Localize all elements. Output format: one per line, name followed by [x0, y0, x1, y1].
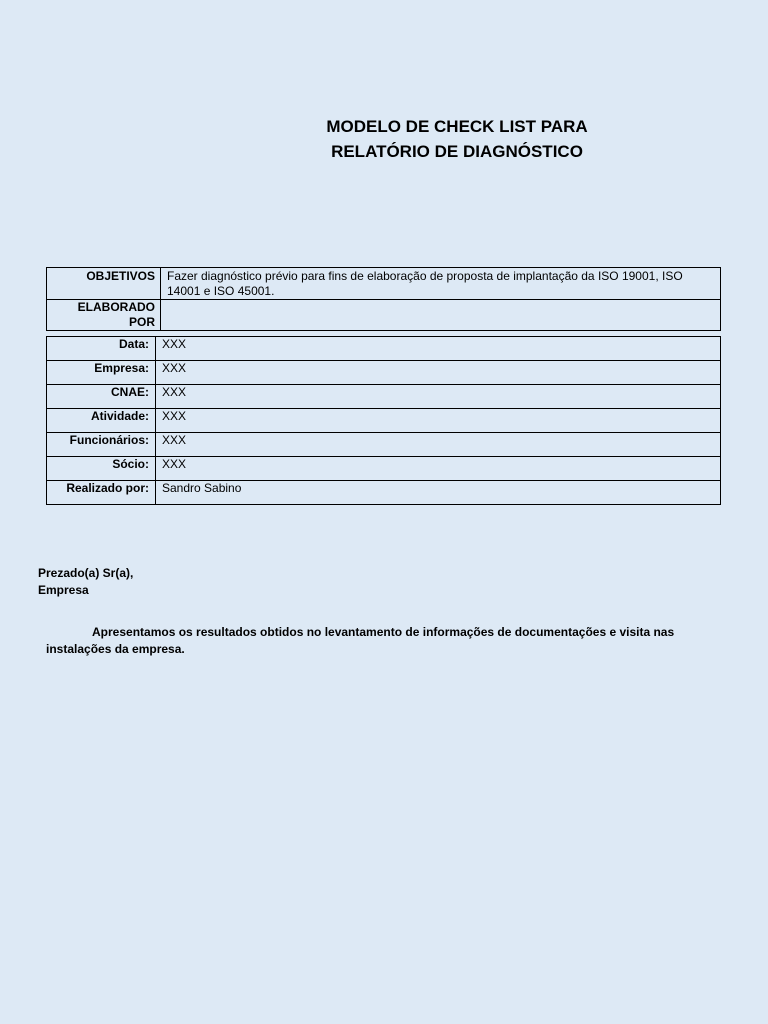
info-table [46, 336, 721, 505]
table-row [47, 433, 721, 457]
performed-by-label: Realizado por: [47, 481, 156, 505]
greeting-company: Empresa [38, 583, 89, 597]
intro-paragraph: Apresentamos os resultados obtidos no levantamento de informações de documentações e visita nas instalações da empresa. [46, 625, 675, 656]
elaborated-by-label: ELABORADO POR [47, 300, 161, 331]
table-row [47, 457, 721, 481]
table-row [47, 481, 721, 505]
greeting [38, 565, 133, 599]
table-row [47, 385, 721, 409]
cnae-label: CNAE: [47, 385, 156, 409]
elaborated-by-value [161, 300, 721, 331]
date-label: Data: [47, 337, 156, 361]
partner-label: Sócio: [47, 457, 156, 481]
employees-label: Funcionários: [47, 433, 156, 457]
activity-label: Atividade: [47, 409, 156, 433]
table-row [47, 409, 721, 433]
objectives-row [47, 268, 721, 300]
objectives-value: Fazer diagnóstico prévio para fins de elaboração de proposta de implantação da ISO 19001, ISO 14001 e ISO 45001. [161, 268, 721, 300]
greeting-salutation: Prezado(a) Sr(a), [38, 566, 134, 580]
performed-by-value: Sandro Sabino [156, 481, 721, 505]
table-row [47, 337, 721, 361]
partner-value: XXX [156, 457, 721, 481]
title-line-1: MODELO DE CHECK LIST PARA [326, 117, 588, 136]
company-label: Empresa: [47, 361, 156, 385]
cnae-value: XXX [156, 385, 721, 409]
document-title [250, 114, 664, 164]
activity-value: XXX [156, 409, 721, 433]
company-value: XXX [156, 361, 721, 385]
date-value: XXX [156, 337, 721, 361]
objectives-table [46, 267, 721, 331]
objectives-label: OBJETIVOS [47, 268, 161, 300]
employees-value: XXX [156, 433, 721, 457]
elaborated-by-row [47, 300, 721, 331]
title-line-2: RELATÓRIO DE DIAGNÓSTICO [331, 142, 583, 161]
table-row [47, 361, 721, 385]
